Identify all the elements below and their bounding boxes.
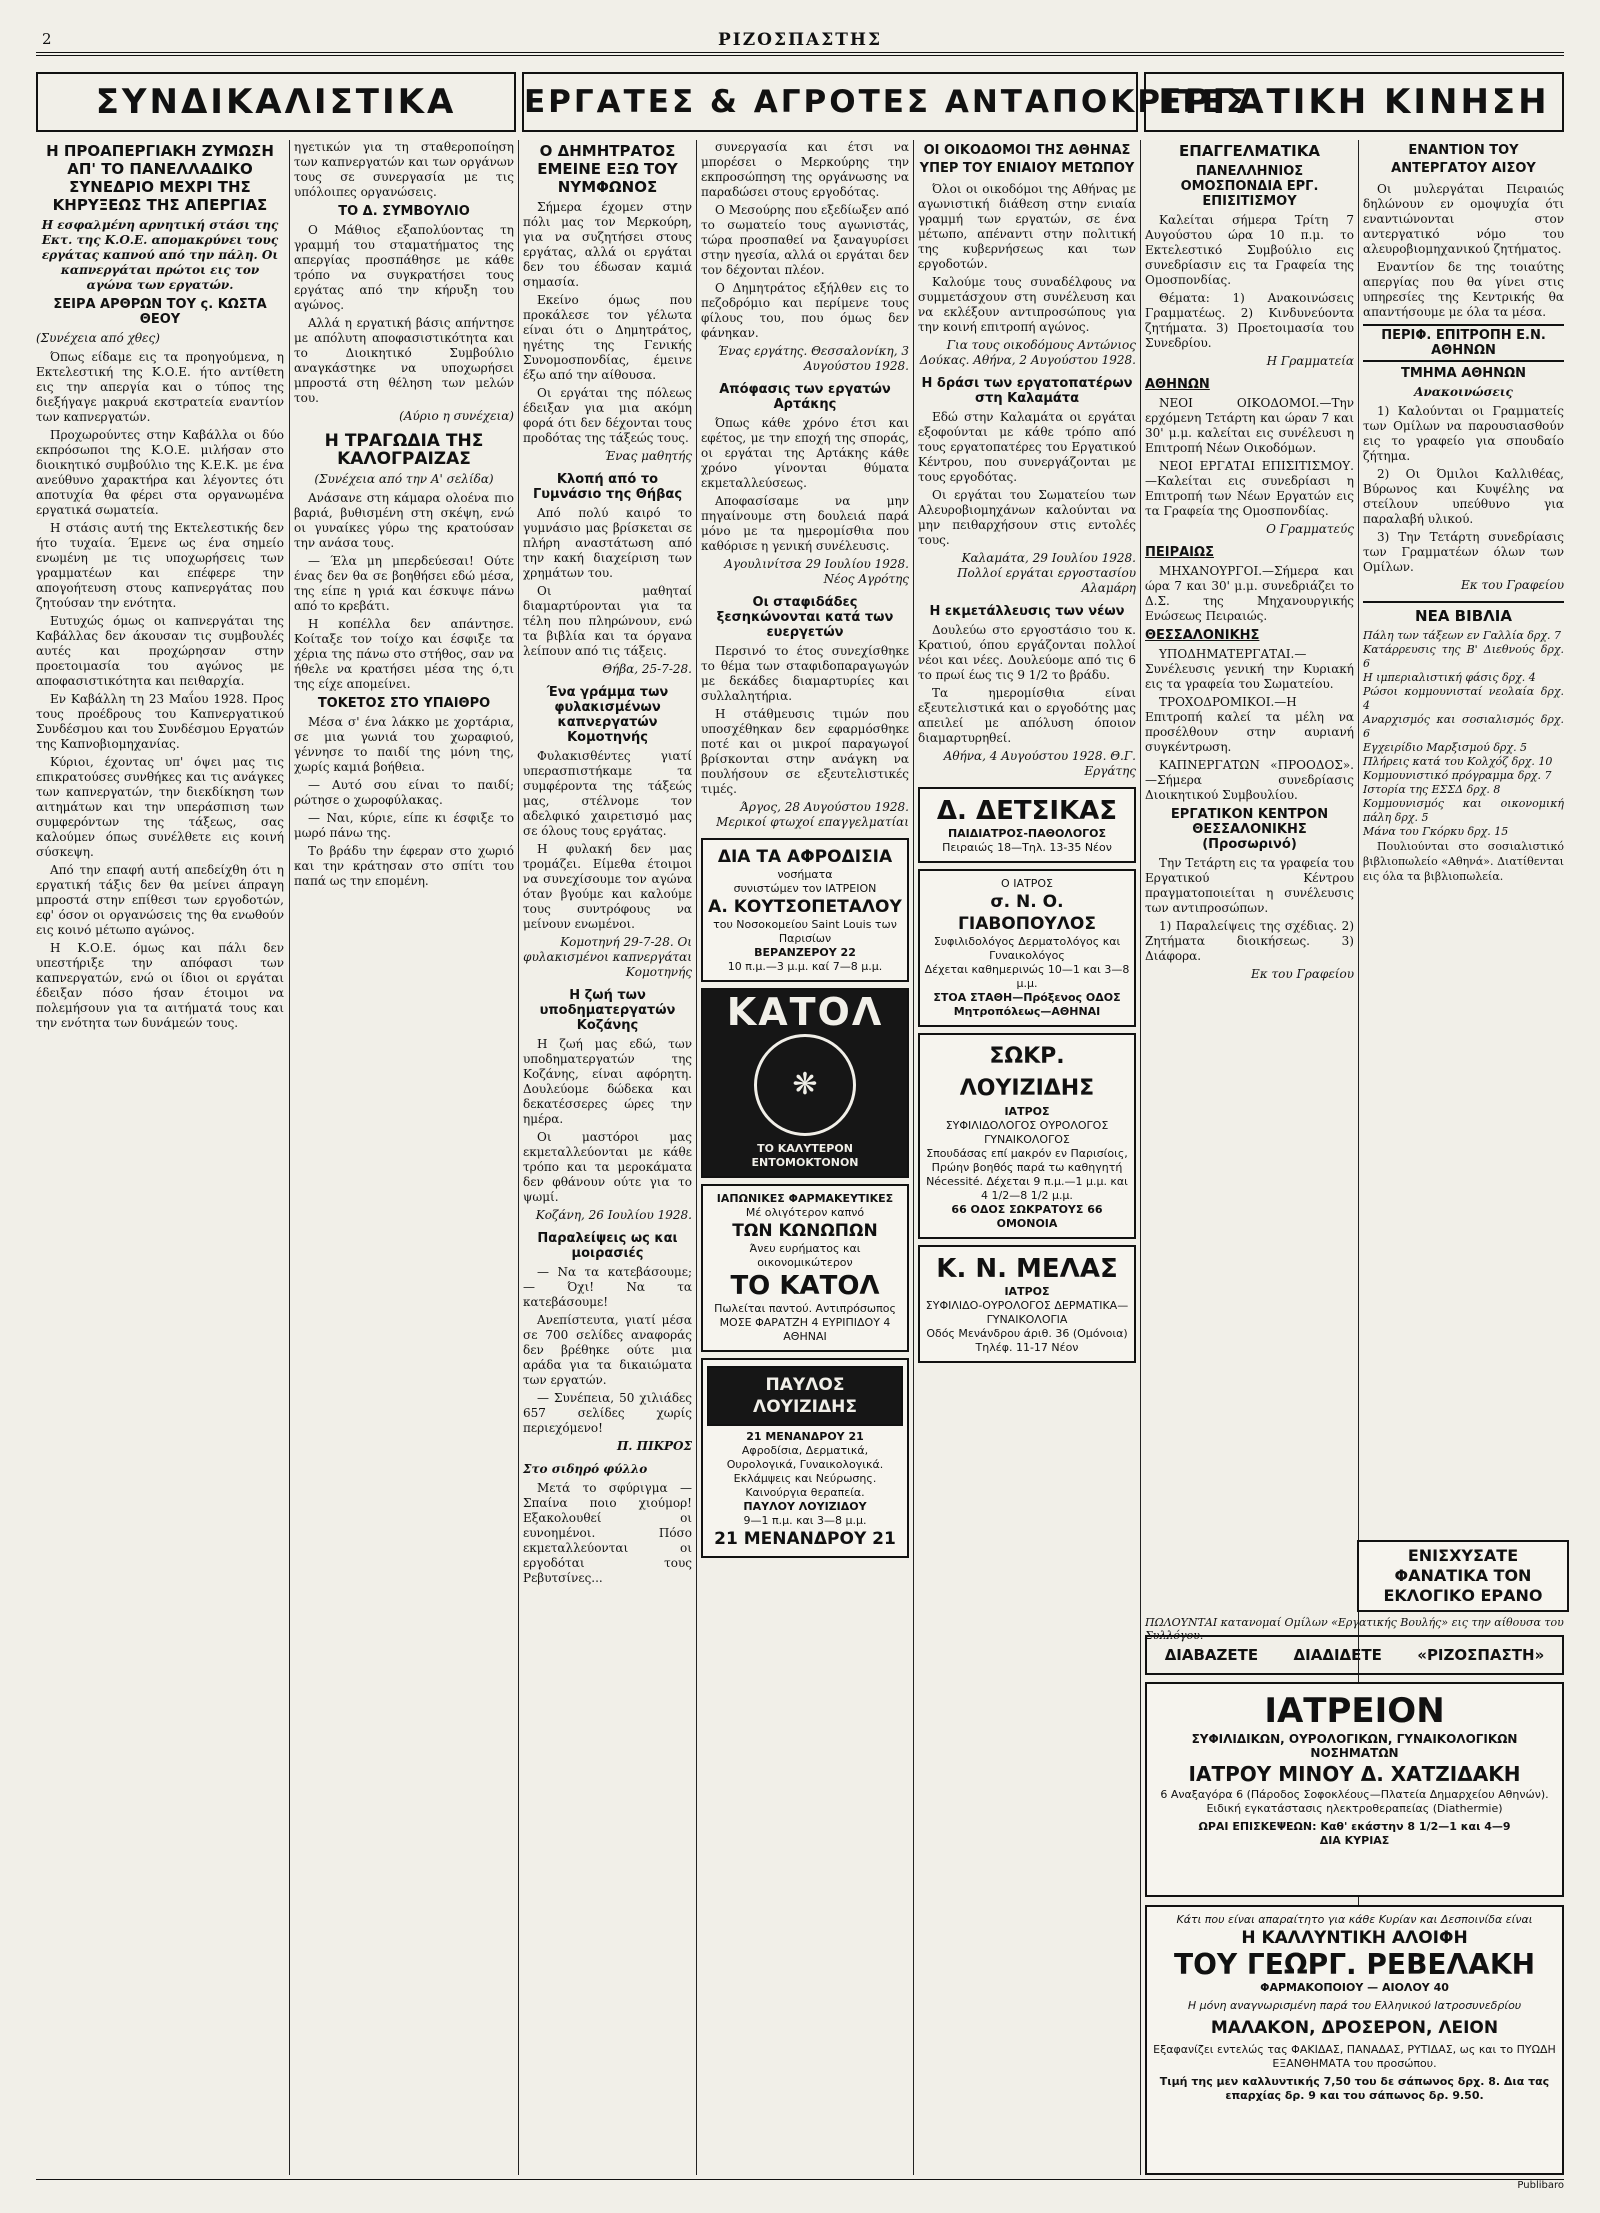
column-correspondents-3: [918, 140, 1136, 2175]
article-headline: Η δράσι των εργατοπατέρων στη Καλαμάτα: [921, 376, 1133, 406]
paper-name: ΡΙΖΟΣΠΑΣΤΗΣ: [718, 30, 882, 50]
paragraph: Τα ημερομίσθια είναι εξευτελιστικά και ο εργοδότης μας απειλεί με απόλυση όποιον διαμαρτυρηθεί.: [918, 686, 1136, 745]
column-rule: [518, 140, 519, 2175]
signature: Καλαμάτα, 29 Ιουλίου 1928. Πολλοί εργάται εργοστασίου Αλαμάρη: [957, 551, 1136, 595]
signature: Κομοτηνή 29-7-28. Οι φυλακισμένοι καπνεργάται Κομοτηνής: [523, 935, 692, 979]
article-headline: Απόφασις των εργατών Αρτάκης: [719, 382, 891, 412]
ad-tagline: ΤΟ ΚΑΛΥΤΕΡΟΝ ΕΝΤΟΜΟΚΤΟΝΟΝ: [751, 1142, 859, 1169]
ad-text: νοσήματα: [777, 868, 833, 881]
signature: Ο Γραμματεύς: [1266, 522, 1354, 536]
ad-name: ΙΑΤΡΟΥ ΜΙΝΟΥ Δ. ΧΑΤΖΙΔΑΚΗ: [1188, 1762, 1521, 1786]
mosquito-coil-icon: ❋: [754, 1034, 856, 1136]
ad-text: ΜΑΛΑΚΟΝ, ΔΡΟΣΕΡΟΝ, ΛΕΙΟΝ: [1210, 2018, 1499, 2038]
paragraph: 2) Οι Όμιλοι Καλλιθέας, Βύρωνος και Κυψέλης να στείλουν υπεύθυνο για παραλαβή υλικού.: [1363, 467, 1564, 526]
continued-note: (Συνέχεια από χθες): [36, 331, 160, 345]
ad-title: ΙΑΠΩΝΙΚΕΣ ΦΑΡΜΑΚΕΥΤΙΚΕΣ: [716, 1192, 894, 1205]
paragraph: Όλοι οι οικοδόμοι της Αθήνας με αγωνιστική διάθεση στην ενιαία γραμμή των εργατών, σε ένα μέτωπο, απέναντι στην πολιτική της κυβερνήσεως και των εργοδοτών.: [918, 182, 1136, 271]
ad-address: ΣΤΟΑ ΣΤΑΘΗ—Πρόξενος ΟΔΟΣ Μητροπόλεως—ΑΘΗΝΑΙ: [933, 991, 1121, 1018]
signature: Εκ του Γραφείου: [1251, 967, 1354, 981]
read-rizospastis-box: [1145, 1635, 1564, 1675]
article-headline: Η εκμετάλλευσις των νέων: [929, 604, 1125, 619]
subheading: ΤΟ Δ. ΣΥΜΒΟΥΛΙΟ: [338, 204, 470, 219]
paragraph: συνεργασία και έτσι να μπορέσει ο Μερκούρης την εκπροσώπηση της οργάνωσης να παραδώσει στους εργοδότας.: [701, 140, 909, 199]
signature: Η Γραμματεία: [1266, 354, 1354, 368]
subheading: Στο σιδηρό φύλλο: [523, 1462, 648, 1476]
ad-melas: [918, 1245, 1136, 1363]
books-heading: ΝΕΑ ΒΙΒΛΙΑ: [1363, 601, 1564, 625]
article-headline: Η ζωή των υποδηματεργατών Κοζάνης: [539, 988, 676, 1033]
article-headline: Η ΤΡΑΓΩΔΙΑ ΤΗΣ ΚΑΛΟΓΡΑΙΖΑΣ: [324, 431, 484, 469]
paragraph: Η στάσις αυτή της Εκτελεστικής δεν ήτο τυχαία. Έμενε ως ένα σημείο ενωμένη με τις υποχωρήσεις των γραμματέων και επέφερε την απογοήτευση στους καπνεργάτας που ζητούσαν την ενότητα.: [36, 521, 284, 610]
paragraph: Οι εργάται της πόλεως έδειξαν για μια ακόμη φορά ότι δεν δέχονται τους προδότας της τάξεώς τους.: [523, 386, 692, 445]
signature: Εκ του Γραφείου: [1461, 578, 1564, 592]
book-item: Κατάρρευσις της Β' Διεθνούς δρχ. 6: [1363, 643, 1564, 670]
printer-mark: Publibaro: [1517, 2180, 1564, 2191]
article-lead: Η εσφαλμένη αρνητική στάσι της Εκτ. της Κ.Ο.Ε. απομακρύνει τους εργάτας καπνού από την πάλη. Οι καπνεργάται πρώτοι εις τον αγώνα των εργατών.: [41, 218, 279, 292]
ad-sokr-louizidis: [918, 1033, 1136, 1239]
article-headline: Ένα γράμμα των φυλακισμένων καπνεργατών Κομοτηνής: [546, 685, 669, 745]
paragraph: Η φυλακή δεν μας τρομάζει. Είμεθα έτοιμοι να συνεχίσουμε τον αγώνα όταν βγούμε και καλούμε τους συντρόφους να μείνουν ενωμένοι.: [523, 842, 692, 931]
paragraph: Μέσα σ' ένα λάκκο με χορτάρια, σε μια γωνιά του χωραφιού, γέννησε το παιδί της μόνη της, χωρίς καμιά βοήθεια.: [294, 715, 514, 774]
footer: [36, 2179, 1564, 2195]
box-text: ΔΙΑΔΙΔΕΤΕ: [1293, 1646, 1382, 1664]
ad-title: ΠΑΙΔΙΑΤΡΟΣ-ΠΑΘΟΛΟΓΟΣ: [947, 827, 1107, 840]
paragraph: ΚΑΠΝΕΡΓΑΤΩΝ «ΠΡΟΟΔΟΣ».—Σήμερα συνεδρίασις Διοικητικού Συμβουλίου.: [1145, 758, 1354, 802]
subheading: ΠΕΙΡΑΙΩΣ: [1145, 545, 1214, 560]
paragraph: Προχωρούντες στην Καβάλλα οι δύο εκπρόσωποι της Κ.Ο.Ε. μιλήσαν στο διοικητικό συμβούλιο της Κ.Ε.Κ. με ένα ανεύθυνο χαρακτήρα και λέγοντες ότι αποτυχία θα φέρει στα οργανωμένα εργατικά σωματεία.: [36, 428, 284, 517]
ad-title: ΙΑΤΡΟΣ: [1004, 1105, 1050, 1118]
article-headline: Οι σταφιδάδες ξεσηκώνονται κατά των ευεργετών: [716, 595, 894, 640]
ad-iatreion-chatzidaki: [1145, 1682, 1564, 1897]
ad-hours: 9—1 π.μ. και 3—8 μ.μ.: [743, 1514, 867, 1527]
paragraph: Όπως κάθε χρόνο έτσι και εφέτος, με την εποχή της σποράς, οι εργάται της Αρτάκης κάθε χρόνο γίνονται θύματα εκμεταλλεύσεως.: [701, 416, 909, 490]
paragraph: Φυλακισθέντες γιατί υπερασπιστήκαμε τα συμφέροντα της τάξεώς μας, στέλνομε τον αδελφικό χαιρετισμό μας σε όλους τους εργάτας.: [523, 749, 692, 838]
ad-address: Πειραιώς 18—Τηλ. 13-35 Νέον: [942, 841, 1112, 854]
book-item: Πλήρεις κατά του Κολχόζ δρχ. 10: [1363, 755, 1553, 768]
ad-hours: 10 π.μ.—3 μ.μ. καί 7—8 μ.μ.: [727, 960, 883, 973]
ad-name: Δ. ΔΕΤΣΙΚΑΣ: [936, 796, 1118, 826]
article-headline: ΕΝΑΝΤΙΟΝ ΤΟΥ ΑΝΤΕΡΓΑΤΟΥ ΑΙΣΟΥ: [1391, 143, 1536, 176]
ad-address: 66 ΟΔΟΣ ΣΩΚΡΑΤΟΥΣ 66 ΟΜΟΝΟΙΑ: [951, 1203, 1103, 1230]
section-banner-antapokrites: ΕΡΓΑΤΕΣ & ΑΓΡΟΤΕΣ ΑΝΤΑΠΟΚΡΙΤΕΣ: [522, 72, 1138, 132]
paragraph: Εν Καβάλλη τη 23 Μαΐου 1928. Προς τους προέδρους του Καπνεργατικού Συνδέσμου και του Συνδέσμου Εργατών της Καπνοβιομηχανίας.: [36, 692, 284, 751]
ad-name: Α. ΚΟΥΤΣΟΠΕΤΑΛΟΥ: [708, 897, 902, 917]
paragraph: — Συνέπεια, 50 χιλιάδες 657 σελίδες χωρίς περιεχόμενο!: [523, 1391, 692, 1435]
book-item: Πάλη των τάξεων εν Γαλλία δρχ. 7: [1363, 629, 1562, 642]
signature: Αθήνα, 4 Αυγούστου 1928. Θ.Γ. Εργάτης: [943, 749, 1136, 778]
book-item: Ιστορία της ΕΣΣΔ δρχ. 8: [1363, 783, 1501, 796]
paragraph: Ανάσανε στη κάμαρα ολοένα πιο βαριά, βυθισμένη στη σκέψη, ενώ οι γυναίκες γύρω της κρατούσαν την ανάσα τους.: [294, 491, 514, 550]
ad-name: ΠΑΥΛΟΣ ΛΟΥΙΖΙΔΗΣ: [753, 1375, 857, 1417]
column-rule: [913, 140, 914, 2175]
ad-price: Τιμή της μεν καλλυντικής 7,50 του δε σάπωνος δρχ. 8. Δια τας επαρχίας δρ. 9 και του σάπωνος δρ. 9.50.: [1159, 2075, 1550, 2102]
ad-detsikas: [918, 787, 1136, 863]
paragraph: ΜΗΧΑΝΟΥΡΓΟΙ.—Σήμερα και ώρα 7 και 30' μ.μ. συνεδριάζει το Δ.Σ. της Μηχανουργικής Ενώσεως Πειραιώς.: [1145, 564, 1354, 623]
ad-address: 6 Αναξαγόρα 6 (Πάροδος Σοφοκλέους—Πλατεία Δημαρχείου Αθηνών). Ειδική εγκατάστασις ηλεκτροθεραπείας (Diathermie): [1160, 1788, 1549, 1815]
book-item: Κομμουνιστικό πρόγραμμα δρχ. 7: [1363, 769, 1552, 782]
masthead: [36, 30, 1564, 56]
article-headline: ΟΙ ΟΙΚΟΔΟΜΟΙ ΤΗΣ ΑΘΗΝΑΣ ΥΠΕΡ ΤΟΥ ΕΝΙΑΙΟΥ ΜΕΤΩΠΟΥ: [919, 143, 1135, 176]
paragraph: Από την επαφή αυτή απεδείχθη ότι η εργατική τάξις δεν θα μείνει άπραγη μπροστά στην επίθεσι των εργοδοτών, εφ' όσον οι οργανώσεις της θα ενωθούν εις κοινό μέτωπο αγώνος.: [36, 863, 284, 937]
paragraph: 1) Καλούνται οι Γραμματείς των Ομίλων να παρουσιασθούν εις το γραφείο για σπουδαίο ζήτημα.: [1363, 404, 1564, 463]
ad-title: Η ΚΑΛΛΥΝΤΙΚΗ ΑΛΟΙΦΗ: [1241, 1928, 1468, 1948]
paragraph: Περσινό το έτος συνεχίσθηκε το θέμα των σταφιδοπαραγωγών με δεκάδες διαμαρτυρίες και συλλαλητήρια.: [701, 644, 909, 703]
section-banner-syndikalistika: ΣΥΝΔΙΚΑΛΙΣΤΙΚΑ: [36, 72, 516, 132]
paragraph: Την Τετάρτη εις τα γραφεία του Εργατικού Κέντρου πραγματοποιείται η συνέλευσις των αντιπροσώπων.: [1145, 856, 1354, 915]
ad-address: ΒΕΡΑΝΖΕΡΟΥ 22: [754, 946, 856, 959]
paragraph: Ανεπίστευτα, γιατί μέσα σε 700 σελίδες αναφοράς δεν βρέθηκε ούτε μια αράδα για τα δικαιώματα των εργατών.: [523, 1313, 692, 1387]
ad-name: Κ. Ν. ΜΕΛΑΣ: [936, 1254, 1118, 1284]
ad-koutsopetalou: [701, 838, 909, 982]
bottom-right-notices: [1145, 1540, 1564, 1642]
paragraph: Ευτυχώς όμως οι καπνεργάται της Καβάλλας δεν άκουσαν τις συμβουλές αυτές και προχώρησαν στην προετοιμασία του αγώνος με αποφασιστικότητα και πειθαρχία.: [36, 614, 284, 688]
ad-giavopoulos: [918, 869, 1136, 1027]
ad-name: ΣΩΚΡ. ΛΟΥΙΖΙΔΗΣ: [959, 1044, 1095, 1101]
paragraph: 3) Την Τετάρτη συνεδρίασις των Γραμματέων όλων των Ομίλων.: [1363, 530, 1564, 574]
paragraph: Αλλά η εργατική βάσις απήντησε με απόλυτη αποφασιστικότητα και το Διοικητικό Συμβούλιο αναγκάστηκε να υποχωρήσει μπροστά στη θέληση των μελών του.: [294, 316, 514, 405]
book-item: Ρώσοι κομμουνισταί νεολαία δρχ. 4: [1363, 685, 1564, 712]
ad-text: συνιστώμεν τον ΙΑΤΡΕΙΟΝ: [733, 882, 877, 895]
ad-brand: ΤΟ ΚΑΤΟΛ: [730, 1271, 880, 1301]
article-series: ΣΕΙΡΑ ΑΡΘΡΩΝ ΤΟΥ ς. ΚΩΣΤΑ ΘΕΟΥ: [53, 297, 267, 327]
article-headline: Ο ΔΗΜΗΤΡΑΤΟΣ ΕΜΕΙΝΕ ΕΞΩ ΤΟΥ ΝΥΜΦΩΝΟΣ: [537, 142, 678, 196]
ad-text: ΤΩΝ ΚΩΝΩΠΩΝ: [732, 1221, 878, 1241]
signature: Για τους οικοδόμους Αντώνιος Δούκας. Αθήνα, 2 Αυγούστου 1928.: [919, 338, 1136, 367]
paragraph: Ο Δημητράτος εξήλθεν εις το πεζοδρόμιο και περίμενε τους φίλους του, που όμως δεν φάνηκαν.: [701, 281, 909, 340]
ad-address: 21 ΜΕΝΑΝΔΡΟΥ 21: [714, 1529, 896, 1549]
page-number: 2: [42, 30, 52, 48]
signature: Ένας μαθητής: [604, 449, 692, 463]
dateline: Άργος, 28 Αυγούστου 1928. Μερικοί φτωχοί επαγγελματίαι: [716, 800, 909, 829]
book-item: Κομμουνισμός και οικονομική πάλη δρχ. 5: [1363, 797, 1564, 824]
ad-hours: ΩΡΑΙ ΕΠΙΣΚΕΨΕΩΝ: Καθ' εκάστην 8 1/2—1 και 4—9: [1198, 1820, 1511, 1833]
subheading: ΤΜΗΜΑ ΑΘΗΝΩΝ: [1400, 366, 1526, 381]
column-rule: [289, 140, 290, 2175]
paragraph: Αποφασίσαμε να μην πηγαίνουμε στη δουλειά παρά μόνο με τα ημερομίσθια που καθόρισε η γενική συνέλευσις.: [701, 494, 909, 553]
paragraph: Η στάθμευσις τιμών που υποσχέθηκαν δεν εφαρμόσθηκε ποτέ και οι μικροί παραγωγοί βρίσκονται στην ανάγκη να πουλήσουν σε εξευτελιστικές τιμές.: [701, 707, 909, 796]
subheading: ΠΑΝΕΛΛΗΝΙΟΣ ΟΜΟΣΠΟΝΔΙΑ ΕΡΓ. ΕΠΙΣΙΤΙΣΜΟΥ: [1180, 164, 1319, 209]
dateline: Αγουλινίτσα 29 Ιουλίου 1928. Νέος Αγρότης: [724, 557, 909, 586]
paragraph: Εναντίον δε της τοιαύτης απεργίας που θα γίνει στις υπηρεσίες της Κεντρικής θα απαντήσουμε με όλα τα μέσα.: [1363, 260, 1564, 319]
paragraph: Ο Μάθιος εξαπολύοντας τη γραμμή του σταματήματος της απεργίας προσπάθησε με κάθε τρόπο να συγκρατήσει τους εργάτας από την κήρυξη του αγώνος.: [294, 223, 514, 312]
signature: Π. ΠΙΚΡΟΣ: [616, 1439, 692, 1453]
ad-name: σ. Ν. Ο. ΓΙΑΒΟΠΟΥΛΟΣ: [958, 892, 1096, 934]
column-labour-movement-1: [1145, 140, 1354, 1533]
signature: Ένας εργάτης. Θεσσαλονίκη, 3 Αυγούστου 1928.: [717, 344, 909, 373]
continued-note: (Συνέχεια από την Α' σελίδα): [314, 472, 494, 486]
ad-text: Εξαφανίζει εντελώς τας ΦΑΚΙΔΑΣ, ΠΑΝΑΔΑΣ, ΡΥΤΙΔΑΣ, ως και το ΠΥΩΔΗ ΕΞΑΝΘΗΜΑΤΑ του προσώπου.: [1153, 2043, 1556, 2070]
paragraph: ΝΕΟΙ ΟΙΚΟΔΟΜΟΙ.—Την ερχόμενη Τετάρτη και ώραν 7 και 30' μ.μ. καλείται εις συνέλευσι η Επιτροπή Νέων Οικοδόμων.: [1145, 396, 1354, 455]
ad-text: Συφιλιδολόγος Δερματολόγος και Γυναικολόγος: [933, 935, 1121, 962]
continued-note: (Αύριο η συνέχεια): [399, 409, 514, 423]
ad-text: ΣΥΦΙΛΙΔΙΚΩΝ, ΟΥΡΟΛΟΓΙΚΩΝ, ΓΥΝΑΙΚΟΛΟΓΙΚΩΝ ΝΟΣΗΜΑΤΩΝ: [1191, 1732, 1518, 1760]
column-rule: [696, 140, 697, 2175]
column-correspondents-1: [523, 140, 692, 2175]
paragraph: ΝΕΟΙ ΕΡΓΑΤΑΙ ΕΠΙΣΙΤΙΣΜΟΥ.—Καλείται εις συνεδρίασι η Επιτροπή των Νέων Εργατών εις τα Γραφεία της Ομοσπονδίας.: [1145, 459, 1354, 518]
column-correspondents-2: [701, 140, 909, 2175]
ad-text: ΔΙΑ ΚΥΡΙΑΣ: [1319, 1834, 1390, 1847]
book-item: Αναρχισμός και σοσιαλισμός δρχ. 6: [1363, 713, 1564, 740]
column-labour-movement-2: [1363, 140, 1564, 1533]
paragraph: ηγετικών για τη σταθεροποίηση των καπνεργατών και των οργάνων τους σε συνεργασία με τις υπόλοιπες οργανώσεις.: [294, 140, 514, 199]
paragraph: Κύριοι, έχοντας υπ' όψει μας τις επικρατούσες συνθήκες και τις ανάγκες των καπνεργατών, την διεκδίκηση των αιτημάτων και την υπεράσπιση των συμφερόντων της τάξεως, σας καλούμεν όπως συνέλθετε εις κοινή σύσκεψη.: [36, 755, 284, 859]
box-text: «ΡΙΖΟΣΠΑΣΤΗ»: [1417, 1646, 1545, 1664]
ad-text: ΣΥΦΙΛΙΔΟ-ΟΥΡΟΛΟΓΟΣ ΔΕΡΜΑΤΙΚΑ—ΓΥΝΑΙΚΟΛΟΓΙΑ: [925, 1299, 1129, 1326]
paragraph: Καλούμε τους συναδέλφους να συμμετάσχουν στη συνέλευση και να εκλέξουν αντιπροσώπους για την κοινή επιτροπή αγώνος.: [918, 275, 1136, 334]
article-headline: Η ΠΡΟΑΠΕΡΓΙΑΚΗ ΖΥΜΩΣΗ ΑΠ' ΤΟ ΠΑΝΕΛΛΑΔΙΚΟ ΣΥΝΕΔΡΙΟ ΜΕΧΡΙ ΤΗΣ ΚΗΡΥΞΕΩΣ ΤΗΣ ΑΠΕΡΓΙΑΣ: [46, 142, 274, 214]
box-text: ΔΙΑΒΑΖΕΤΕ: [1164, 1646, 1259, 1664]
paragraph: Οι μυλεργάται Πειραιώς δηλώνουν εν ομοψυχία ότι εναντιώνονται στον αντεργατικό νόμο του αλευροβιομηχανικού ζητήματος.: [1363, 182, 1564, 256]
ad-text: Αφροδίσια, Δερματικά, Ουρολογικά, Γυναικολογικά. Εκλάμψεις και Νεύρωσης. Καινούργια θεραπεία.: [726, 1444, 884, 1499]
paragraph: Καλείται σήμερα Τρίτη 7 Αυγούστου ώρα 10 π.μ. το Εκτελεστικό Συμβούλιο εις συνεδρίασιν εις τα Γραφεία της Ομοσπονδίας.: [1145, 213, 1354, 287]
column-article-continued: [294, 140, 514, 2175]
ad-address: 21 ΜΕΝΑΝΔΡΟΥ 21: [746, 1430, 864, 1443]
subheading: Ανακοινώσεις: [1414, 385, 1513, 399]
paragraph: Εδώ στην Καλαμάτα οι εργάται εξοφούνται με κάθε τρόπο από τους εργατοπατέρες του Εργατικού Κέντρου, που συνεργάζονται με τους εργοδότας.: [918, 410, 1136, 484]
article-headline: Παραλείψεις ως και μοιρασιές: [537, 1231, 678, 1261]
subheading: ΘΕΣΣΑΛΟΝΙΚΗΣ: [1145, 628, 1260, 643]
subheading: ΑΘΗΝΩΝ: [1145, 377, 1210, 392]
ad-text: Η μόνη αναγνωρισμένη παρά του Ελληνικού Ιατροσυνεδρίου: [1187, 1999, 1522, 2012]
paragraph: Όπως είδαμε εις τα προηγούμενα, η Εκτελεστική της Κ.Ο.Ε. ήτο αντίθετη εις την απεργία και ο τύπος της διεξήγαγε μακρυά εκστρατεία εναντίον των καπνεργατών.: [36, 350, 284, 424]
subheading: ΠΕΡΙΦ. ΕΠΙΤΡΟΠΗ Ε.Ν. ΑΘΗΝΩΝ: [1363, 324, 1564, 362]
paragraph: Η Κ.Ο.Ε. όμως και πάλι δεν υπεστήριξε την απόφασι των καπνεργατών, ενώ οι ίδιοι οι εργάται έδειξαν πόσο ήσαν έτοιμοι να πολεμήσουν για τα αιτήματά τους και την ενότητα των δυνάμεών τους.: [36, 941, 284, 1030]
paragraph: Οι μαθηταί διαμαρτύρονται για τα τέλη που πληρώνουν, ενώ τα βιβλία και τα όργανα λείπουν από τις τάξεις.: [523, 584, 692, 658]
paragraph: Θέματα: 1) Ανακοινώσεις Γραμματέως. 2) Κινδυνεύοντα ζητήματα. 3) Προετοιμασία του Συνεδρίου.: [1145, 291, 1354, 350]
ad-phone: Τηλέφ. 11-17 Νέον: [975, 1341, 1079, 1354]
paragraph: Πουλιούνται στο σοσιαλιστικό βιβλιοπωλείο «Αθηνά». Διατίθενται εις όλα τα βιβλιοπωλεία.: [1363, 840, 1564, 883]
paragraph: Οι εργάται του Σωματείου των Αλευροβιομηχάνων καλούνται να μην πειθαρχήσουν στις εντολές τους.: [918, 488, 1136, 547]
paragraph: Από πολύ καιρό το γυμνάσιο μας βρίσκεται σε πλήρη αναστάτωση από την κακή διαχείριση των χρημάτων του.: [523, 506, 692, 580]
paragraph: 1) Παραλείψεις της σχέδιας. 2) Ζητήματα διοικήσεως. 3) Διάφορα.: [1145, 919, 1354, 963]
ad-revelakis-ointment: [1145, 1905, 1564, 2175]
paragraph: Το βράδυ την έφεραν στο χωριό και την κράτησαν στο σπίτι του παπά ως την επομένη.: [294, 844, 514, 888]
paragraph: — Να τα κατεβάσουμε; — Όχι! Να τα κατεβάσουμε!: [523, 1265, 692, 1309]
paragraph: Εκείνο όμως που προκάλεσε τον γέλωτα είναι ότι ο Δημητράτος, ηγέτης της Γενικής Συνομοσπονδίας, έμεινε έξω από την αίθουσα.: [523, 293, 692, 382]
book-item: Εγχειρίδιο Μαρξισμού δρχ. 5: [1363, 741, 1528, 754]
ad-name: ΠΑΥΛΟΥ ΛΟΥΙΖΙΔΟΥ: [743, 1500, 867, 1513]
ad-pavlos-louizidis: [701, 1358, 909, 1558]
notice-text: ΠΩΛΟΥΝΤΑΙ κατανομαί Ομίλων «Εργατικής Βουλής» εις την αίθουσα του Συλλόγου.: [1145, 1616, 1564, 1642]
paragraph: — Ναι, κύριε, είπε κι έσφιξε το μωρό πάνω της.: [294, 811, 514, 840]
article-headline: Κλοπή από το Γυμνάσιο της Θήβας: [532, 472, 683, 502]
ad-title: ΙΑΤΡΕΙΟΝ: [1264, 1691, 1445, 1731]
paragraph: Δουλεύω στο εργοστάσιο του κ. Κρατιού, όπου εργάζονται πολλοί νέοι και νέες. Δουλεύομε από τις 6 το πρωί έως τις 9 1/2 το βράδυ.: [918, 623, 1136, 682]
ad-name: ΤΟΥ ΓΕΩΡΓ. ΡΕΒΕΛΑΚΗ: [1173, 1948, 1536, 1981]
ad-address: Πωλείται παντού. Αντιπρόσωπος ΜΟΣΕ ΦΑΡΑΤΖΗ 4 ΕΥΡΙΠΙΔΟΥ 4 ΑΘΗΝΑΙ: [714, 1302, 896, 1343]
fund-appeal-box: ΕΝΙΣΧΥΣΑΤΕ ΦΑΝΑΤΙΚΑ ΤΟΝ ΕΚΛΟΓΙΚΟ ΕΡΑΝΟ: [1357, 1540, 1569, 1612]
ad-katol-text: [701, 1184, 909, 1352]
ad-title: ΔΙΑ ΤΑ ΑΦΡΟΔΙΣΙΑ: [717, 847, 893, 867]
subheading: ΕΡΓΑΤΙΚΟΝ ΚΕΝΤΡΟΝ ΘΕΣΣΑΛΟΝΙΚΗΣ (Προσωρινό): [1170, 807, 1329, 852]
ad-text: Κάτι που είναι απαραίτητο για κάθε Κυρίαν και Δεσποινίδα είναι: [1176, 1913, 1533, 1926]
ad-text: Μέ ολιγότερον καπνό: [745, 1206, 865, 1219]
paragraph: Μετά το σφύριγμα — Σπαίνα ποιο χιούμορ! Εξακολουθεί οι ευνοημένοι. Πόσο εκμεταλλεύονται οι εργοδόται τους Ρεβυτσίνες...: [523, 1481, 692, 1585]
ad-katol-logo: [701, 988, 909, 1178]
paragraph: — Αυτό σου είναι το παιδί; ρώτησε ο χωροφύλακας.: [294, 778, 514, 807]
ad-title: Ο ΙΑΤΡΟΣ: [1001, 877, 1053, 890]
ad-brand: ΚΑΤΟΛ: [726, 990, 884, 1034]
column-syndikalistika: [36, 140, 284, 2175]
paragraph: Οι μαστόροι μας εκμεταλλεύονται με κάθε τρόπο και τα μεροκάματα δεν φθάνουν ούτε για το ψωμί.: [523, 1130, 692, 1204]
section-banner-ergatiki-kinisi: ΕΡΓΑΤΙΚΗ ΚΙΝΗΣΗ: [1144, 72, 1564, 132]
ad-address: Οδός Μενάνδρου άριθ. 36 (Ομόνοια): [926, 1327, 1128, 1340]
book-item: Η ιμπεριαλιστική φάσις δρχ. 4: [1363, 671, 1536, 684]
ad-title: ΙΑΤΡΟΣ: [1004, 1285, 1050, 1298]
article-headline: ΕΠΑΓΓΕΛΜΑΤΙΚΑ: [1179, 142, 1320, 160]
ad-text: Άνευ ευρήματος και οικονομικώτερον: [749, 1242, 861, 1269]
ad-name-banner: [707, 1366, 903, 1426]
column-rule: [1140, 140, 1141, 2175]
ad-text: Σπουδάσας επί μακρόν εν Παρισίοις, Πρώην βοηθός παρά τω καθηγητή Nécessité. Δέχεται 9 π.μ.—1 μ.μ. και 4 1/2—8 1/2 μ.μ.: [926, 1147, 1128, 1202]
dateline: Κοζάνη, 26 Ιουλίου 1928.: [535, 1208, 692, 1222]
paragraph: Η ζωή μας εδώ, των υποδηματεργατών της Κοζάνης, είναι αφόρητη. Δουλεύομε δώδεκα και δεκατέσσερες ώρες την ημέρα.: [523, 1037, 692, 1126]
ad-address: ΦΑΡΜΑΚΟΠΟΙΟΥ — ΑΙΟΛΟΥ 40: [1260, 1981, 1449, 1994]
ad-hours: Δέχεται καθημερινώς 10—1 και 3—8 μ.μ.: [924, 963, 1130, 990]
paragraph: Ο Μεσούρης που εξεδίωξεν από το σωματείο τους αγωνιστάς, τώρα προσπαθεί να ξαναγυρίσει στην ηγεσία, αλλά οι εργάται δεν τον δέχονται πλέον.: [701, 203, 909, 277]
dateline: Θήβα, 25-7-28.: [602, 662, 692, 676]
book-item: Μάνα του Γκόρκυ δρχ. 15: [1363, 825, 1509, 838]
ad-text: του Νοσοκομείου Saint Louis των Παρισίων: [713, 918, 897, 945]
paragraph: ΥΠΟΔΗΜΑΤΕΡΓΑΤΑΙ.—Συνέλευσις γενική την Κυριακή εις τα γραφεία του Σωματείου.: [1145, 647, 1354, 691]
subheading: ΤΟΚΕΤΟΣ ΣΤΟ ΥΠΑΙΘΡΟ: [317, 696, 491, 711]
ad-text: ΣΥΦΙΛΙΔΟΛΟΓΟΣ ΟΥΡΟΛΟΓΟΣ ΓΥΝΑΙΚΟΛΟΓΟΣ: [945, 1119, 1109, 1146]
paragraph: — Έλα μη μπερδεύεσαι! Ούτε ένας δεν θα σε βοηθήσει εδώ μέσα, της είπε η γριά και έσκυψε πάνω από το κρεβάτι.: [294, 554, 514, 613]
paragraph: ΤΡΟΧΟΔΡΟΜΙΚΟΙ.—Η Επιτροπή καλεί τα μέλη να προσέλθουν στην αυριανή συγκέντρωση.: [1145, 695, 1354, 754]
paragraph: Σήμερα έχομεν στην πόλι μας τον Μερκούρη, για να συζητήσει στους εργάτας, αλλά οι εργάται δεν του έδωσαν καμιά σημασία.: [523, 200, 692, 289]
paragraph: Η κοπέλλα δεν απάντησε. Κοίταξε τον τοίχο και έσφιξε τα χέρια της πάνω στο στήθος, σαν να ήθελε να κρατήσει μέσα της ό,τι της είχε απομείνει.: [294, 617, 514, 691]
